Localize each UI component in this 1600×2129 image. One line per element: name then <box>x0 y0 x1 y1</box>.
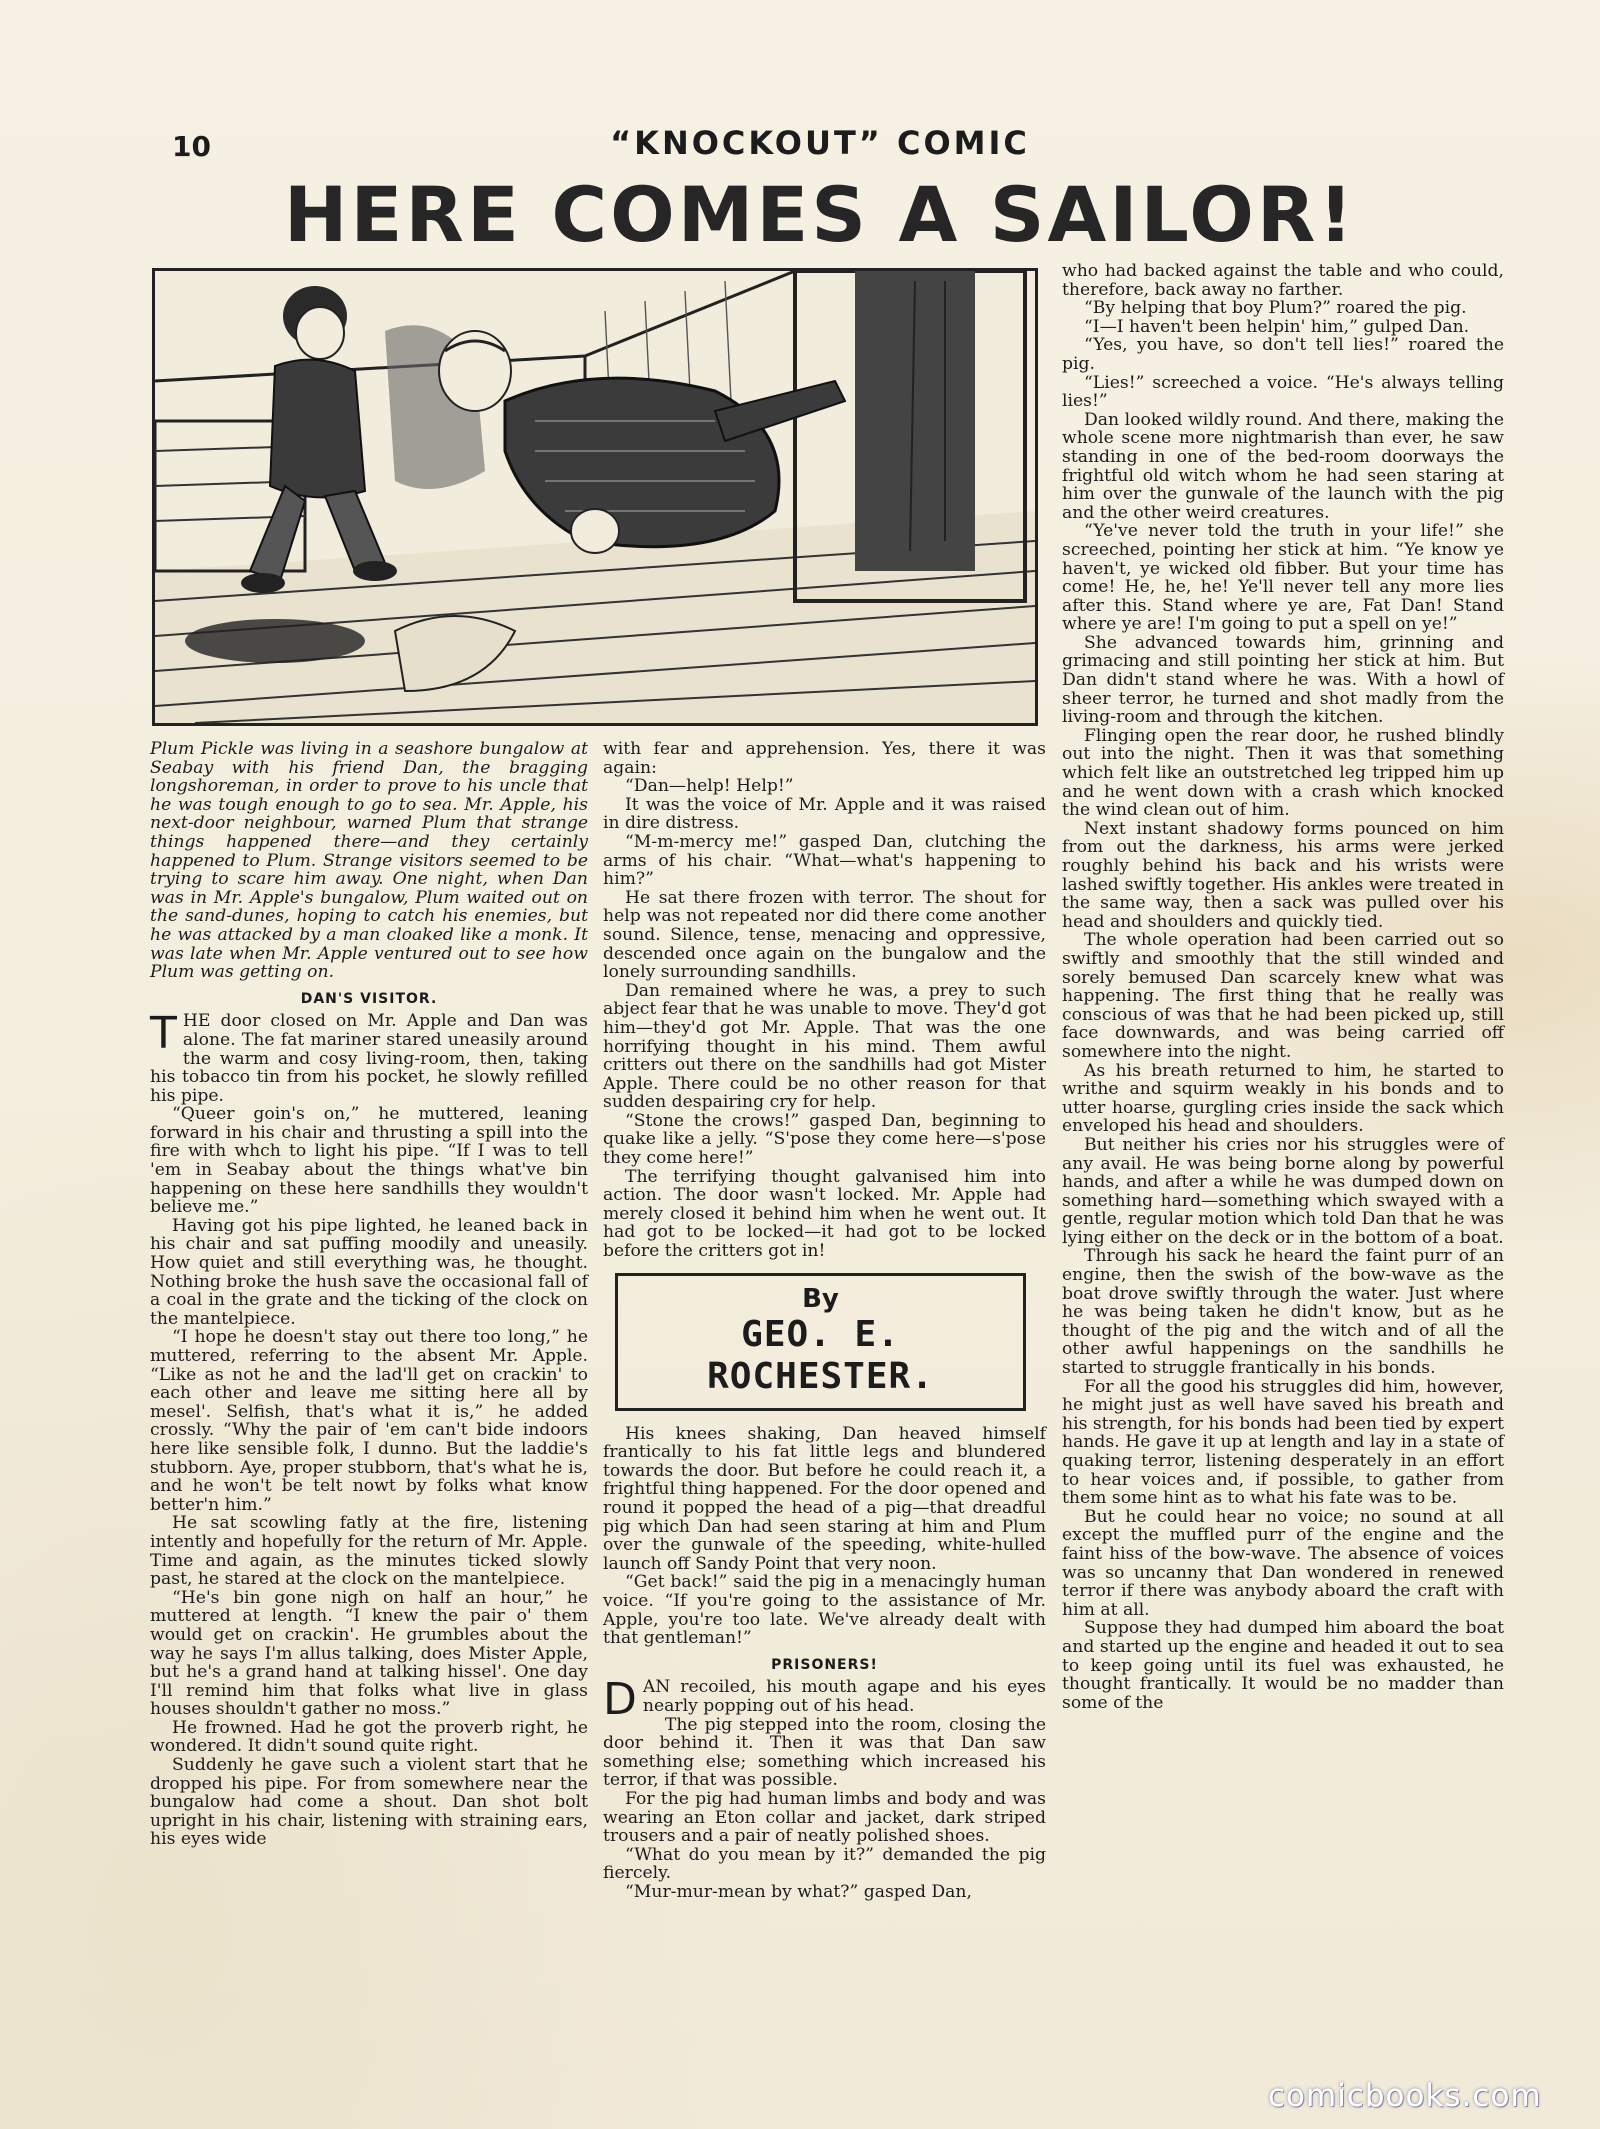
running-head: “KNOCKOUT” COMIC <box>610 124 1030 162</box>
paragraph: As his breath returned to him, he started to writhe and squirm weakly in his bonds and to utter hoarse, gurgling cries inside the sack which enveloped his head and shoulders. <box>1062 1060 1504 1137</box>
synopsis-text: Plum Pickle was living in a seashore bungalow at Seabay with his friend Dan, the bragging longshoreman, in order to prove to his uncle that he was tough enough to go to sea. Mr. Apple, his next-door neighbour, warned Plum that strange things happened there—and they certainly happened to Plum. Strange visitors seemed to be trying to scare him away. One night, when Dan was in Mr. Apple's bungalow, Plum waited out on the sand-dunes, hoping to catch his enemies, but he was attacked by a man cloaked like a monk. It was late when Mr. Apple ventured out to see how Plum was getting on. <box>150 739 588 983</box>
paragraph: Next instant shadowy forms pounced on him from out the darkness, his arms were jerked roughly behind his back and his wrists were lashed swiftly together. His ankles were treated in the same way, then a sack was pulled over his head and shoulders and quickly tied. <box>1062 818 1504 932</box>
paragraph: Dan looked wildly round. And there, making the whole scene more nightmarish than ever, he saw standing in one of the bed-room doorways the frightful old witch whom he had seen staring at him over the gunwale of the launch with the pig and the other weird creatures. <box>1062 409 1504 523</box>
drop-cap: T <box>150 1008 177 1060</box>
paragraph: He frowned. Had he got the proverb right, he wondered. It didn't sound quite right. <box>150 1717 588 1757</box>
illustration-drawing <box>155 271 1035 723</box>
paragraph: Through his sack he heard the faint purr of an engine, then the swish of the bow-wave as the boat drove swiftly through the water. Just where he was being taken he didn't know, but as he thought of the pig and the witch and of all the other awful happenings on the sandhills he started to struggle frantically in his bonds. <box>1062 1246 1504 1379</box>
paragraph: For the pig had human limbs and body and was wearing an Eton collar and jacket, dark striped trousers and a pair of neatly polished shoes. <box>603 1788 1046 1847</box>
byline-author: GEO. E. ROCHESTER. <box>707 1313 934 1397</box>
paragraph: For all the good his struggles did him, however, he might just as well have saved his breath and his strength, for his bonds had been tied by expert hands. He gave it up at length and lay in a state of quaking terror, listening desperately in an effort to hear voices and, if possible, to gather from them some hint as to what his fate was to be. <box>1062 1376 1504 1509</box>
paragraph: “I hope he doesn't stay out there too long,” he muttered, referring to the absent Mr. Apple. “Like as not he and the lad'll get on crackin' to each other and leave me sitting here all by mesel'. Selfish, that's what it is,” he added crossly. “Why the pair of 'em can't bide indoors here like sensible folk, I dunno. But the laddie's stubborn. Aye, proper stubborn, that's what he is, and he won't be telt nowt by folks what know better'n him.” <box>150 1327 588 1515</box>
paragraph: His knees shaking, Dan heaved himself frantically to his fat little legs and blundered towards the door. But before he could reach it, a frightful thing happened. For the door opened and round it popped the head of a pig—that dreadful pig which Dan had seen staring at him and Plum over the gunwale of the speeding, white-hulled launch off Sandy Point that very noon. <box>603 1423 1046 1574</box>
paragraph: “Get back!” said the pig in a menacingly human voice. “If you're going to the assistance of Mr. Apple, you're too late. We've already dealt with that gentleman!” <box>603 1572 1046 1649</box>
paragraph: “Queer goin's on,” he muttered, leaning forward in his chair and thrusting a spill into the fire with whch to light his pipe. “If I was to tell 'em in Seabay about the things what've bin happening on these here sandhills they wouldn't believe me.” <box>150 1104 588 1218</box>
paragraph: “What do you mean by it?” demanded the pig fiercely. <box>603 1844 1046 1884</box>
paragraph: “Stone the crows!” gasped Dan, beginning to quake like a jelly. “S'pose they come here—s'pose they come here!” <box>603 1110 1046 1169</box>
paragraph: “Mur-mur-mean by what?” gasped Dan, <box>625 1881 972 1902</box>
paragraph: “I—I haven't been helpin' him,” gulped Dan. <box>1084 316 1470 337</box>
paragraph: “M-m-mercy me!” gasped Dan, clutching the arms of his chair. “What—what's happening to him?” <box>603 831 1046 890</box>
subheading-dans-visitor: DAN'S VISITOR. <box>300 990 438 1007</box>
paragraph: Suppose they had dumped him aboard the boat and started up the engine and headed it out to sea to keep going until its fuel was exhausted, he thought frantically. It would be no madder than some of the <box>1062 1618 1504 1713</box>
subheading-prisoners: PRISONERS! <box>771 1656 878 1673</box>
paragraph: She advanced towards him, grinning and grimacing and still pointing her stick at him. But Dan didn't stand where he was. With a howl of sheer terror, he turned and shot madly from the living-room and through the kitchen. <box>1062 632 1504 728</box>
paragraph: But he could hear no voice; no sound at all except the muffled purr of the engine and the faint hiss of the bow-wave. The absence of voices was so uncanny that Dan wondered in renewed terror if there was anybody aboard the craft with him at all. <box>1062 1506 1504 1620</box>
paragraph: “Lies!” screeched a voice. “He's always telling lies!” <box>1062 372 1504 412</box>
paragraph: He sat there frozen with terror. The shout for help was not repeated nor did there come another sound. Silence, tense, menacing and oppressive, descended once again on the bungalow and the lonely surrounding sandhills. <box>603 887 1046 983</box>
paragraph-text: HE door closed on Mr. Apple and Dan was alone. The fat mariner stared uneasily around the warm and cosy living-room, then, taking his tobacco tin from his pocket, he slowly refilled his pipe. <box>150 1011 588 1106</box>
paragraph: with fear and apprehension. Yes, there it was again: <box>603 739 1046 778</box>
paragraph: The pig stepped into the room, closing the door behind it. Then it was that Dan saw something else; something which increased his terror, if that was possible. <box>603 1714 1046 1791</box>
paragraph: Flinging open the rear door, he rushed blindly out into the night. Then it was that something which felt like an outstretched leg tripped him up and he went down with a crash which knocked the wind clean out of him. <box>1062 725 1504 821</box>
column-3 <box>1062 262 1504 1712</box>
paragraph: The whole operation had been carried out so swiftly and smoothly that the still winded and sorely bemused Dan scarcely knew what was happening. The first thing that he really was conscious of was that he had been picked up, still face downwards, and was being carried off somewhere into the night. <box>1062 930 1504 1062</box>
column-1 <box>150 740 588 1849</box>
page-number: 10 <box>172 130 211 163</box>
paragraph: “Dan—help! Help!” <box>625 776 794 797</box>
story-title: HERE COMES A SAILOR! <box>283 170 1357 259</box>
paragraph: who had backed against the table and who could, therefore, back away no farther. <box>1062 261 1504 300</box>
watermark: comicbooks.com <box>1268 2078 1542 2114</box>
paragraph: Having got his pipe lighted, he leaned back in his chair and sat puffing moodily and uneasily. How quiet and still everything was, he thought. Nothing broke the hush save the occasional fall of a coal in the grate and the ticking of the clock on the mantelpiece. <box>150 1215 588 1329</box>
paragraph: He sat scowling fatly at the fire, listening intently and hopefully for the return of Mr. Apple. Time and again, as the minutes ticked slowly past, he stared at the clock on the mantelpiece. <box>150 1513 588 1590</box>
story-illustration <box>152 268 1038 726</box>
paragraph: “He's bin gone nigh on half an hour,” he muttered at length. “I knew the pair o' them would get on crackin'. He grumbles about the way he says I'm allus talking, does Mister Apple, but he's a grand hand at talking hissel'. One day I'll remind him that folks what live in glass houses shouldn't gather no moss.” <box>150 1587 588 1720</box>
paragraph-text: AN recoiled, his mouth agape and his eyes nearly popping out of his head. <box>642 1677 1046 1716</box>
paragraph: Dan remained where he was, a prey to such abject fear that he was unable to move. They'd got him—they'd got Mr. Apple. That was the one horrifying thought in his mind. Them awful critters out there on the sandhills had got Mister Apple. There could be no other reason for that sudden despairing cry for help. <box>603 980 1046 1113</box>
paragraph: But neither his cries nor his struggles were of any avail. He was being borne along by powerful hands, and after a while he was dumped down on something hard—something which swayed with a gentle, regular motion which told Dan that he was lying either on the deck or in the bottom of a boat. <box>1062 1134 1504 1248</box>
paragraph: “By helping that boy Plum?” roared the pig. <box>1084 298 1467 319</box>
column-2 <box>603 740 1046 1901</box>
byline-box <box>615 1273 1026 1411</box>
drop-cap: D <box>603 1674 637 1726</box>
paragraph: “Yes, you have, so don't tell lies!” roared the pig. <box>1062 335 1504 374</box>
paragraph: “Ye've never told the truth in your life!” she screeched, pointing her stick at him. “Ye know ye haven't, ye wicked old fibber. But your time has come! He, he, he! Ye'll never tell any more lies after this. Stand where ye are, Fat Dan! Stand where ye are! I'm going to put a spell on ye!” <box>1062 521 1504 635</box>
paragraph: Suddenly he gave such a violent start that he dropped his pipe. For from somewhere near the bungalow had come a shout. Dan shot bolt upright in his chair, listening with straining ears, his eyes wide <box>150 1755 588 1850</box>
byline-by: By <box>802 1283 839 1314</box>
paragraph: The terrifying thought galvanised him into action. The door wasn't locked. Mr. Apple had merely closed it behind him when he went out. It had got to be locked—it had got to be locked before the critters got in! <box>603 1166 1046 1262</box>
story-synopsis <box>150 740 588 982</box>
paragraph: It was the voice of Mr. Apple and it was raised in dire distress. <box>603 794 1046 834</box>
paragraph <box>603 1674 1046 1726</box>
paragraph <box>150 1008 588 1106</box>
